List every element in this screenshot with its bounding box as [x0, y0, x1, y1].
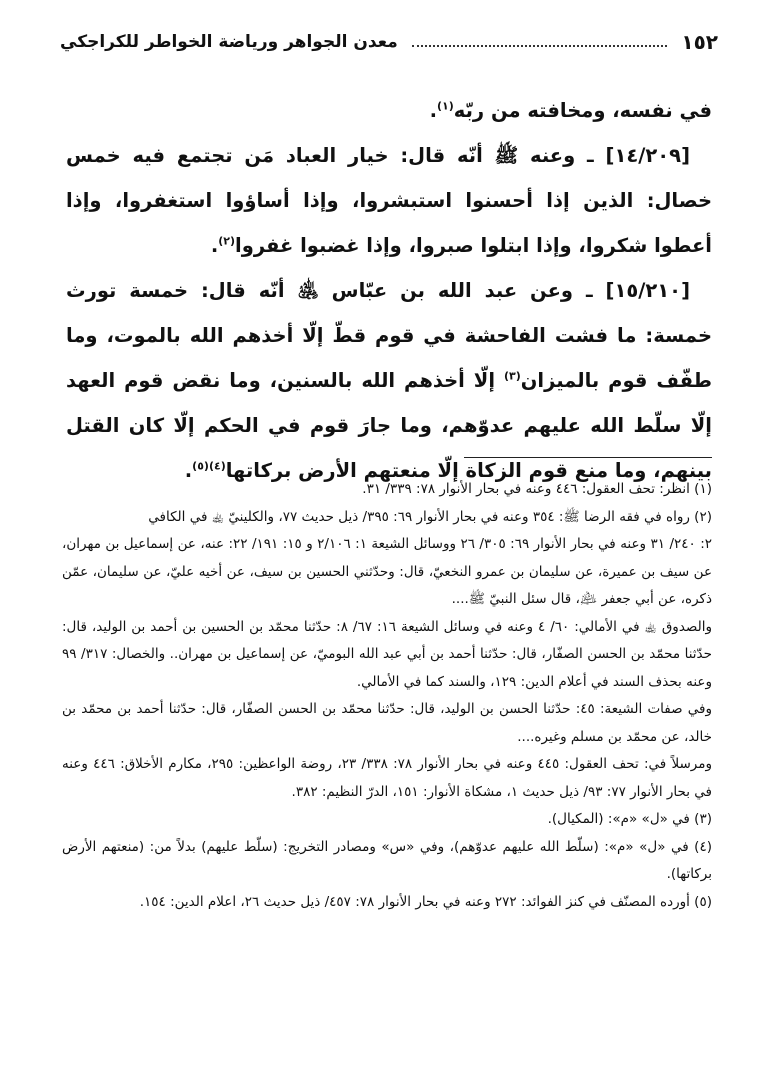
footnote-2-mursal: ومرسلاً في: تحف العقول: ٤٤٥ وعنه في بحار الأنوار ٧٨: ٣٣٨/ ٢٣، روضة الواعظين: ٢٩٥، مكارم الأخلاق: ٤٤٦ وعنه في بحار الأنوار ٧٧: ٩٣/ ذيل حديث ١، مشكاة الأنوار: ١٥١، الدرّ النظيم: ٣٨٢. — [62, 756, 713, 800]
footnotes — [62, 476, 712, 916]
paragraph-end: . — [210, 234, 219, 257]
book-title: معدن الجواهر ورياضة الخواطر للكراجكي — [60, 32, 398, 52]
paragraph-text: إلّا أخذهم الله بالسنين، وما نقض قوم العهد إلّا سلّط الله عليهم عدوّهم، وما جارَ قوم في الحكم إلّا كان القتل بينهم، وما منع قوم الزكاة إلّا منعتهم الأرض بركاتها — [66, 369, 712, 482]
hadith-210 — [66, 268, 712, 493]
page-number: ١٥٢ — [681, 30, 718, 54]
paragraph-text: [١٥/٢١٠] ـ وعن عبد الله بن عبّاس ﵁ أنّه قال: خمسة تورث خمسة: ما فشت الفاحشة في قوم قطّ إلّا أخذهم الله بالموت، وما طفّف قوم بالميزان — [66, 279, 713, 392]
page-header — [60, 26, 718, 58]
header-dotted-leader — [412, 45, 668, 47]
paragraph-text: في نفسه، ومخافته من ربّه — [453, 99, 712, 122]
paragraph-end: . — [184, 459, 193, 482]
footnote-3: (٣) في «ل» «م»: (المكيال). — [547, 811, 712, 827]
footnote-2-saduq: والصدوق ﵀ في الأمالي: ٦٠/ ٤ وعنه في وسائل الشيعة ١٦: ٦٧/ ٨: حدّثنا محمّد بن الحسين بن أحمد بن الوليد، قال: حدّثنا محمّد بن الحسن الصفّار، قال: حدّثنا أحمد بن أبي عبد الله البوميّ، عن إسماعيل بن مهران.. والخصال: ٣١٧/ ٩٩ وعنه بحذف السند في أعلام الدين: ١٢٩، والسند كما في الأمالي. — [62, 618, 712, 690]
footnote-ref: (٢) — [218, 234, 236, 248]
footnote-5: (٥) أورده المصنّف في كنز الفوائد: ٢٧٢ وعنه في بحار الأنوار ٧٨: ٤٥٧/ ذيل حديث ٢٦، اعلام الدين: ١٥٤. — [139, 893, 712, 910]
footnote-ref: (٣) — [503, 369, 521, 383]
hadith-209 — [66, 133, 712, 268]
paragraph-text: [١٤/٢٠٩] ـ وعنه ﷺ أنّه قال: خيار العباد مَن تجتمع فيه خمس خصال: الذين إذا أحسنوا استبشروا، وإذا أساؤوا استغفروا، وإذا أعطوا شكروا، وإذا ابتلوا صبروا، وإذا غضبوا غفروا — [66, 144, 712, 257]
footnote-2-sifat: وفي صفات الشيعة: ٤٥: حدّثنا الحسن بن الوليد، قال: حدّثنا محمّد بن الحسن الصفّار، قال: حدّثنا أحمد بن محمّد بن خالد، عن محمّد بن مسلم وغيره.... — [62, 701, 712, 745]
paragraph-continuation — [66, 88, 712, 133]
footnote-ref: (١) — [437, 99, 454, 113]
main-text — [66, 88, 712, 493]
footnote-separator — [464, 457, 712, 458]
footnote-ref: (٤)(٥) — [192, 459, 226, 473]
footnote-1: (١) انظر: تحف العقول: ٤٤٦ وعنه في بحار الأنوار ٧٨: ٣٣٩/ ٣١. — [362, 481, 712, 497]
footnote-2: (٢) رواه في فقه الرضا ﷺ: ٣٥٤ وعنه في بحار الأنوار ٦٩: ٣٩٥/ ذيل حديث ٧٧، والكلينيّ ﵀ في الكافي — [148, 508, 712, 525]
paragraph-end: . — [429, 99, 437, 122]
footnote-4: (٤) في «ل» «م»: (سلّط الله عليهم عدوّهم)، وفي «س» ومصادر التخريج: (سلّط عليهم) بدلاً من: (منعتهم الأرض بركاتها). — [62, 838, 712, 882]
footnote-2-continued: ٢: ٢٤٠/ ٣١ وعنه في بحار الأنوار ٦٩: ٣٠٥/ ٢٦ ووسائل الشيعة ١: ٢/١٠٦ و ١٥: ١٩١/ ٢٢: عنه، عن إسماعيل بن مهران، عن سيف بن عميرة، عن سليمان بن عمرو النخعيّ، قال: وحدّثني الحسين بن سيف، عن أخيه عليّ، عن سليمان، عمّن ذكره، عن أبي جعفر ﵇، قال سئل النبيّ ﷺ.... — [62, 536, 713, 607]
